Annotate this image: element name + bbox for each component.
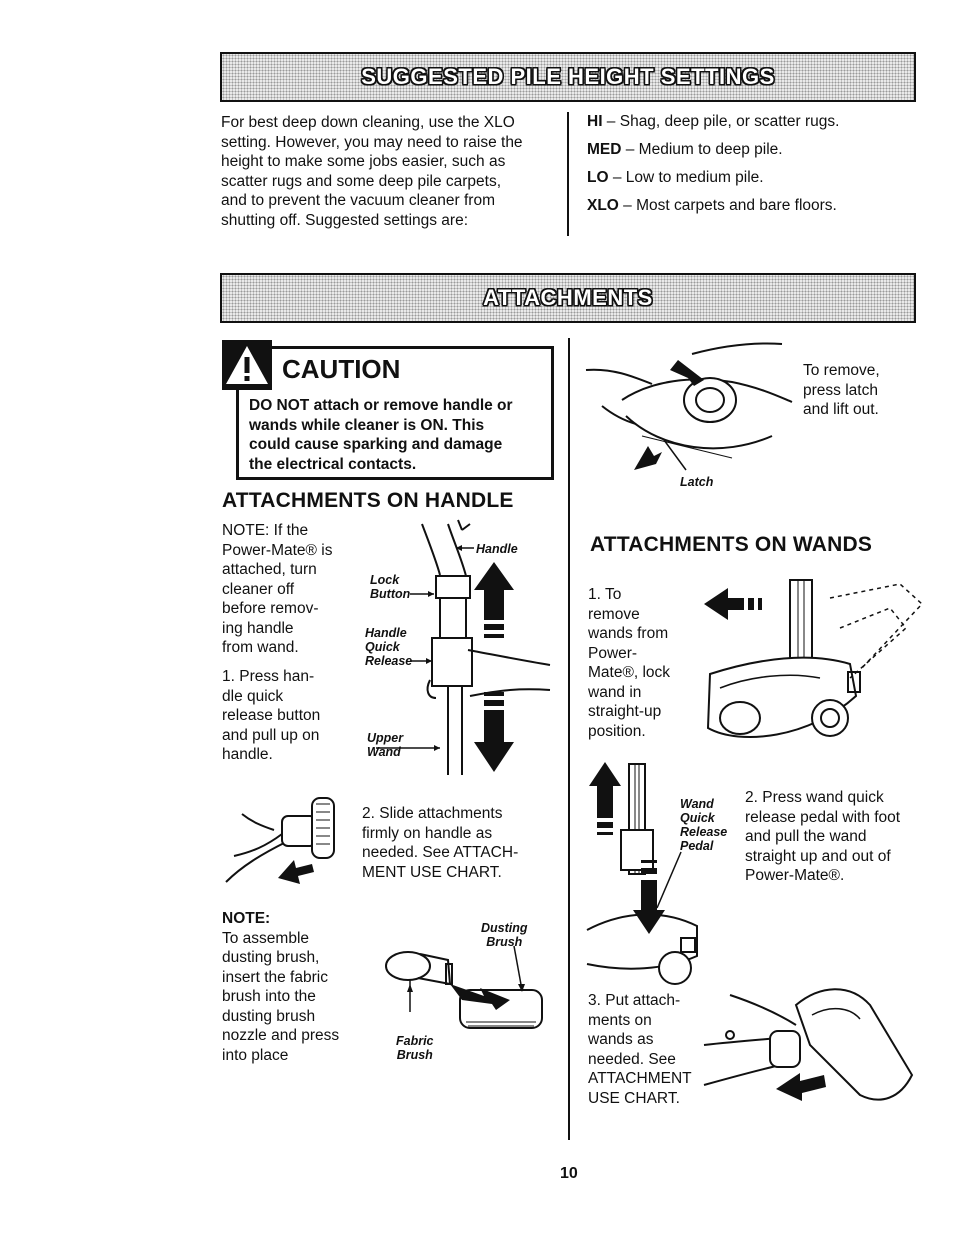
- step-line: 3. Put attach-: [588, 992, 681, 1009]
- pile-height-banner: [220, 52, 916, 102]
- intro-line: For best deep down cleaning, use the XLO: [221, 114, 515, 131]
- setting-code: LO: [587, 169, 609, 186]
- step-line: 1. To: [588, 586, 622, 603]
- setting-code: MED: [587, 141, 622, 158]
- step-line: 2. Slide attachments: [362, 805, 503, 822]
- step-line: remove: [588, 605, 640, 623]
- label-line: Upper: [367, 731, 404, 745]
- setting-desc: – Medium to deep pile.: [621, 141, 783, 158]
- label-lock-button: [370, 573, 410, 601]
- step-line: 1. Press han-: [222, 668, 315, 685]
- label-dusting-brush: [481, 921, 528, 949]
- handle-step-2: [362, 804, 562, 882]
- label-upper-wand: [367, 731, 403, 759]
- note-line: NOTE: If the: [222, 522, 309, 539]
- step-line: release pedal with foot: [745, 808, 901, 826]
- label-handle-quick-release: [365, 626, 412, 668]
- wands-step-1: [588, 585, 698, 741]
- page-number: 10: [560, 1165, 578, 1182]
- label-line: Pedal: [680, 839, 714, 853]
- step-line: wand in: [588, 683, 642, 701]
- label-wand-quick-release-pedal: [680, 797, 727, 853]
- wands-step-2: [745, 788, 925, 886]
- caution-line: DO NOT attach or remove handle or: [249, 397, 513, 414]
- setting-med: [587, 141, 907, 159]
- handle-section-heading: ATTACHMENTS ON HANDLE: [222, 489, 514, 512]
- label-handle: Handle: [476, 542, 518, 556]
- step-line: USE CHART.: [588, 1089, 680, 1107]
- step-line: Power-: [588, 644, 638, 662]
- caution-line: could cause sparking and damage: [249, 436, 503, 453]
- intro-line: and to prevent the vacuum cleaner from: [221, 192, 495, 209]
- note-line: insert the fabric: [222, 968, 328, 986]
- step-line: 2. Press wand quick: [745, 789, 884, 806]
- caution-line: wands while cleaner is ON. This: [249, 416, 485, 434]
- caption-line: To remove,: [803, 362, 880, 379]
- step-line: firmly on handle as: [362, 824, 493, 842]
- step-line: position.: [588, 722, 646, 740]
- note-heading: NOTE:: [222, 910, 271, 927]
- dusting-brush-note: [222, 909, 362, 1065]
- label-line: Button: [370, 587, 411, 601]
- label-line: Dusting: [481, 921, 528, 935]
- label-line: Quick: [680, 811, 715, 825]
- step-line: dle quick: [222, 687, 284, 705]
- note-line: dusting brush: [222, 1007, 316, 1025]
- setting-code: HI: [587, 113, 603, 130]
- remove-caption: [803, 361, 913, 420]
- setting-hi: [587, 113, 907, 131]
- note-line: Power-Mate® is: [222, 541, 333, 559]
- step-line: wands as: [588, 1031, 654, 1048]
- intro-line: scatter rugs and some deep pile carpets,: [221, 172, 502, 190]
- step-line: wands from: [588, 625, 669, 642]
- intro-line: height to make some jobs easier, such as: [221, 153, 506, 170]
- step-line: straight-up: [588, 703, 662, 720]
- setting-xlo: [587, 197, 907, 215]
- caption-line: and lift out.: [803, 401, 879, 418]
- note-line: from wand.: [222, 639, 299, 656]
- attachments-banner: [220, 273, 916, 323]
- step-line: and pull the wand: [745, 828, 867, 845]
- note-line: To assemble: [222, 929, 310, 947]
- label-line: Wand: [680, 797, 714, 811]
- note-line: dusting brush,: [222, 949, 320, 966]
- note-line: nozzle and press: [222, 1027, 340, 1044]
- setting-desc: – Most carpets and bare floors.: [618, 197, 837, 214]
- step-line: straight up and out of: [745, 847, 891, 865]
- setting-desc: – Low to medium pile.: [608, 169, 764, 186]
- handle-step-1: [222, 667, 362, 765]
- step-line: needed. See ATTACH-: [362, 844, 519, 861]
- label-latch: Latch: [680, 475, 714, 489]
- caption-line: press latch: [803, 381, 878, 399]
- label-line: Quick: [365, 640, 400, 654]
- step-line: Power-Mate®.: [745, 867, 845, 884]
- step-line: ATTACHMENT: [588, 1070, 692, 1087]
- intro-line: setting. However, you may need to raise the: [221, 133, 523, 151]
- label-line: Release: [365, 654, 413, 668]
- attachments-column-divider: [568, 338, 570, 1140]
- wands-section-heading: ATTACHMENTS ON WANDS: [590, 533, 873, 556]
- step-line: and pull up on: [222, 726, 320, 744]
- note-line: brush into the: [222, 988, 316, 1005]
- pile-settings-list: [587, 113, 907, 225]
- label-line: Release: [680, 825, 728, 839]
- caution-title: CAUTION: [282, 354, 401, 384]
- attachment-on-handle-illustration: [222, 786, 352, 886]
- power-mate-lock-illustration: [700, 578, 925, 750]
- step-line: needed. See: [588, 1050, 676, 1068]
- step-line: MENT USE CHART.: [362, 863, 502, 881]
- label-line: Handle: [365, 626, 407, 640]
- caution-line: the electrical contacts.: [249, 455, 417, 473]
- label-line: Brush: [396, 1048, 433, 1062]
- label-line: Lock: [370, 573, 400, 587]
- intro-line: shutting off. Suggested settings are:: [221, 211, 469, 229]
- note-line: cleaner off: [222, 580, 295, 598]
- setting-lo: [587, 169, 907, 187]
- wands-step-3: [588, 991, 708, 1108]
- step-line: ments on: [588, 1011, 652, 1029]
- step-line: handle.: [222, 746, 273, 763]
- note-line: attached, turn: [222, 561, 317, 578]
- caution-text: [249, 396, 545, 474]
- setting-code: XLO: [587, 197, 619, 214]
- wand-attachment-illustration: [700, 975, 920, 1115]
- label-line: Brush: [486, 935, 523, 949]
- label-line: Fabric: [396, 1034, 434, 1048]
- pile-height-title: SUGGESTED PILE HEIGHT SETTINGS: [361, 64, 775, 89]
- attachments-title: ATTACHMENTS: [483, 285, 653, 310]
- label-line: Wand: [367, 745, 401, 759]
- handle-note: [222, 521, 362, 658]
- note-line: before remov-: [222, 600, 319, 617]
- setting-desc: – Shag, deep pile, or scatter rugs.: [602, 113, 840, 130]
- step-line: Mate®, lock: [588, 664, 671, 681]
- note-line: ing handle: [222, 619, 294, 637]
- pile-height-intro: [221, 113, 561, 230]
- warning-triangle-icon: [224, 344, 270, 386]
- label-fabric-brush: [396, 1034, 434, 1062]
- latch-removal-illustration: [582, 340, 792, 475]
- step-line: release button: [222, 707, 321, 724]
- column-divider: [567, 112, 569, 236]
- wand-release-pedal-illustration: [585, 760, 715, 985]
- note-line: into place: [222, 1046, 289, 1064]
